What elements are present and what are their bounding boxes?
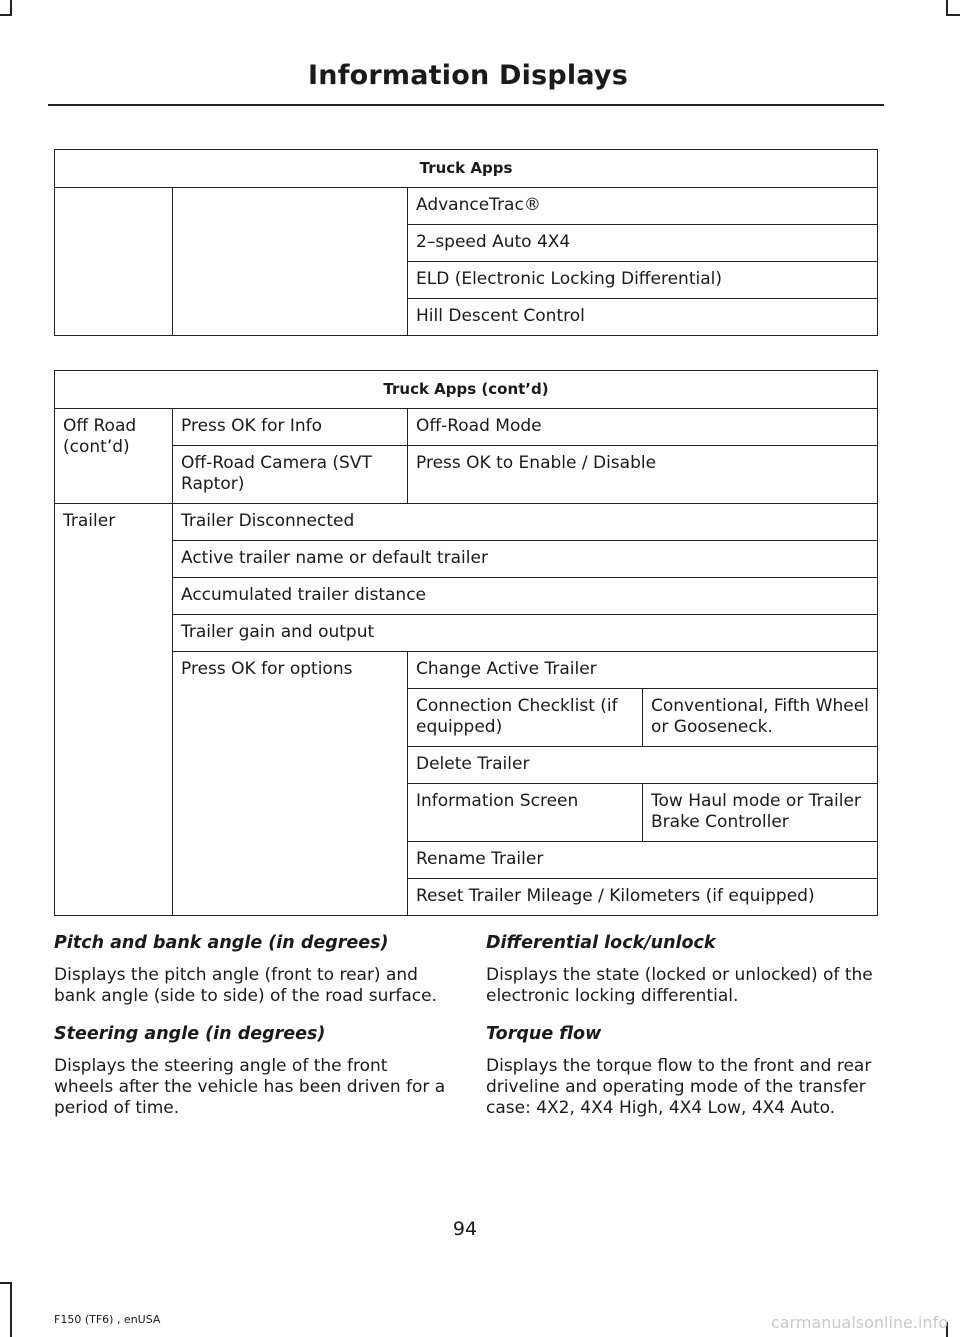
table-cell: Delete Trailer (408, 747, 878, 784)
table-cell: AdvanceTrac® (408, 188, 878, 225)
section-body: Displays the steering angle of the front wheels after the vehicle has been driven for a period of time. (54, 1056, 446, 1118)
right-column (486, 933, 881, 1136)
page-title: Information Displays (308, 60, 628, 91)
section-body: Displays the torque flow to the front and rear driveline and operating mode of the transfer case: 4X2, 4X4 High, 4X4 Low, 4X4 Auto. (486, 1056, 872, 1118)
table-cell: Reset Trailer Mileage / Kilometers (if equipped) (408, 879, 878, 916)
table-cell: Off-Road Camera (SVT Raptor) (173, 446, 408, 504)
crop-mark (0, 14, 12, 16)
empty-cell (55, 188, 173, 336)
table-cell: Change Active Trailer (408, 652, 878, 689)
section-heading: Torque flow (486, 1024, 602, 1044)
crop-mark (0, 1282, 12, 1284)
table-cell: Press OK to Enable / Disable (408, 446, 878, 504)
table-cell: Trailer gain and output (173, 615, 878, 652)
table-cell: Press OK for Info (173, 409, 408, 446)
table-cell: Press OK for options (173, 652, 408, 916)
table-cell: Off-Road Mode (408, 409, 878, 446)
table-cell: Trailer Disconnected (173, 504, 878, 541)
crop-mark (10, 1282, 12, 1337)
table-cell: Tow Haul mode or Trailer Brake Controller (643, 784, 878, 842)
table-cell: ELD (Electronic Locking Differential) (408, 262, 878, 299)
table-cell: Rename Trailer (408, 842, 878, 879)
section-body: Displays the state (locked or unlocked) of the electronic locking differential. (486, 965, 873, 1006)
table-cell: Conventional, Fifth Wheel or Gooseneck. (643, 689, 878, 747)
page-number: 94 (452, 1218, 478, 1240)
section-heading: Differential lock/unlock (486, 933, 716, 953)
section-heading: Steering angle (in degrees) (54, 1024, 326, 1044)
footer-text: F150 (TF6) , enUSA (54, 1313, 161, 1326)
table-cell: Information Screen (408, 784, 643, 842)
table-caption: Truck Apps (55, 150, 878, 188)
header-rule (48, 104, 884, 106)
left-column (54, 933, 449, 1136)
table-caption: Truck Apps (cont’d) (55, 371, 878, 409)
empty-cell (173, 188, 408, 336)
truck-apps-table (54, 149, 878, 336)
crop-mark (946, 14, 960, 16)
table-cell: Accumulated trailer distance (173, 578, 878, 615)
truck-apps-contd-table (54, 370, 878, 916)
table-cell: 2–speed Auto 4X4 (408, 225, 878, 262)
table-cell: Active trailer name or default trailer (173, 541, 878, 578)
section-heading: Pitch and bank angle (in degrees) (54, 933, 389, 953)
table-cell: Off Road (cont’d) (55, 409, 173, 504)
table-cell: Trailer (55, 504, 173, 916)
table-cell: Hill Descent Control (408, 299, 878, 336)
watermark: carmanualsonline.info (770, 1313, 948, 1332)
section-body: Displays the pitch angle (front to rear) and bank angle (side to side) of the road surface. (54, 965, 437, 1006)
table-cell: Connection Checklist (if equipped) (408, 689, 643, 747)
